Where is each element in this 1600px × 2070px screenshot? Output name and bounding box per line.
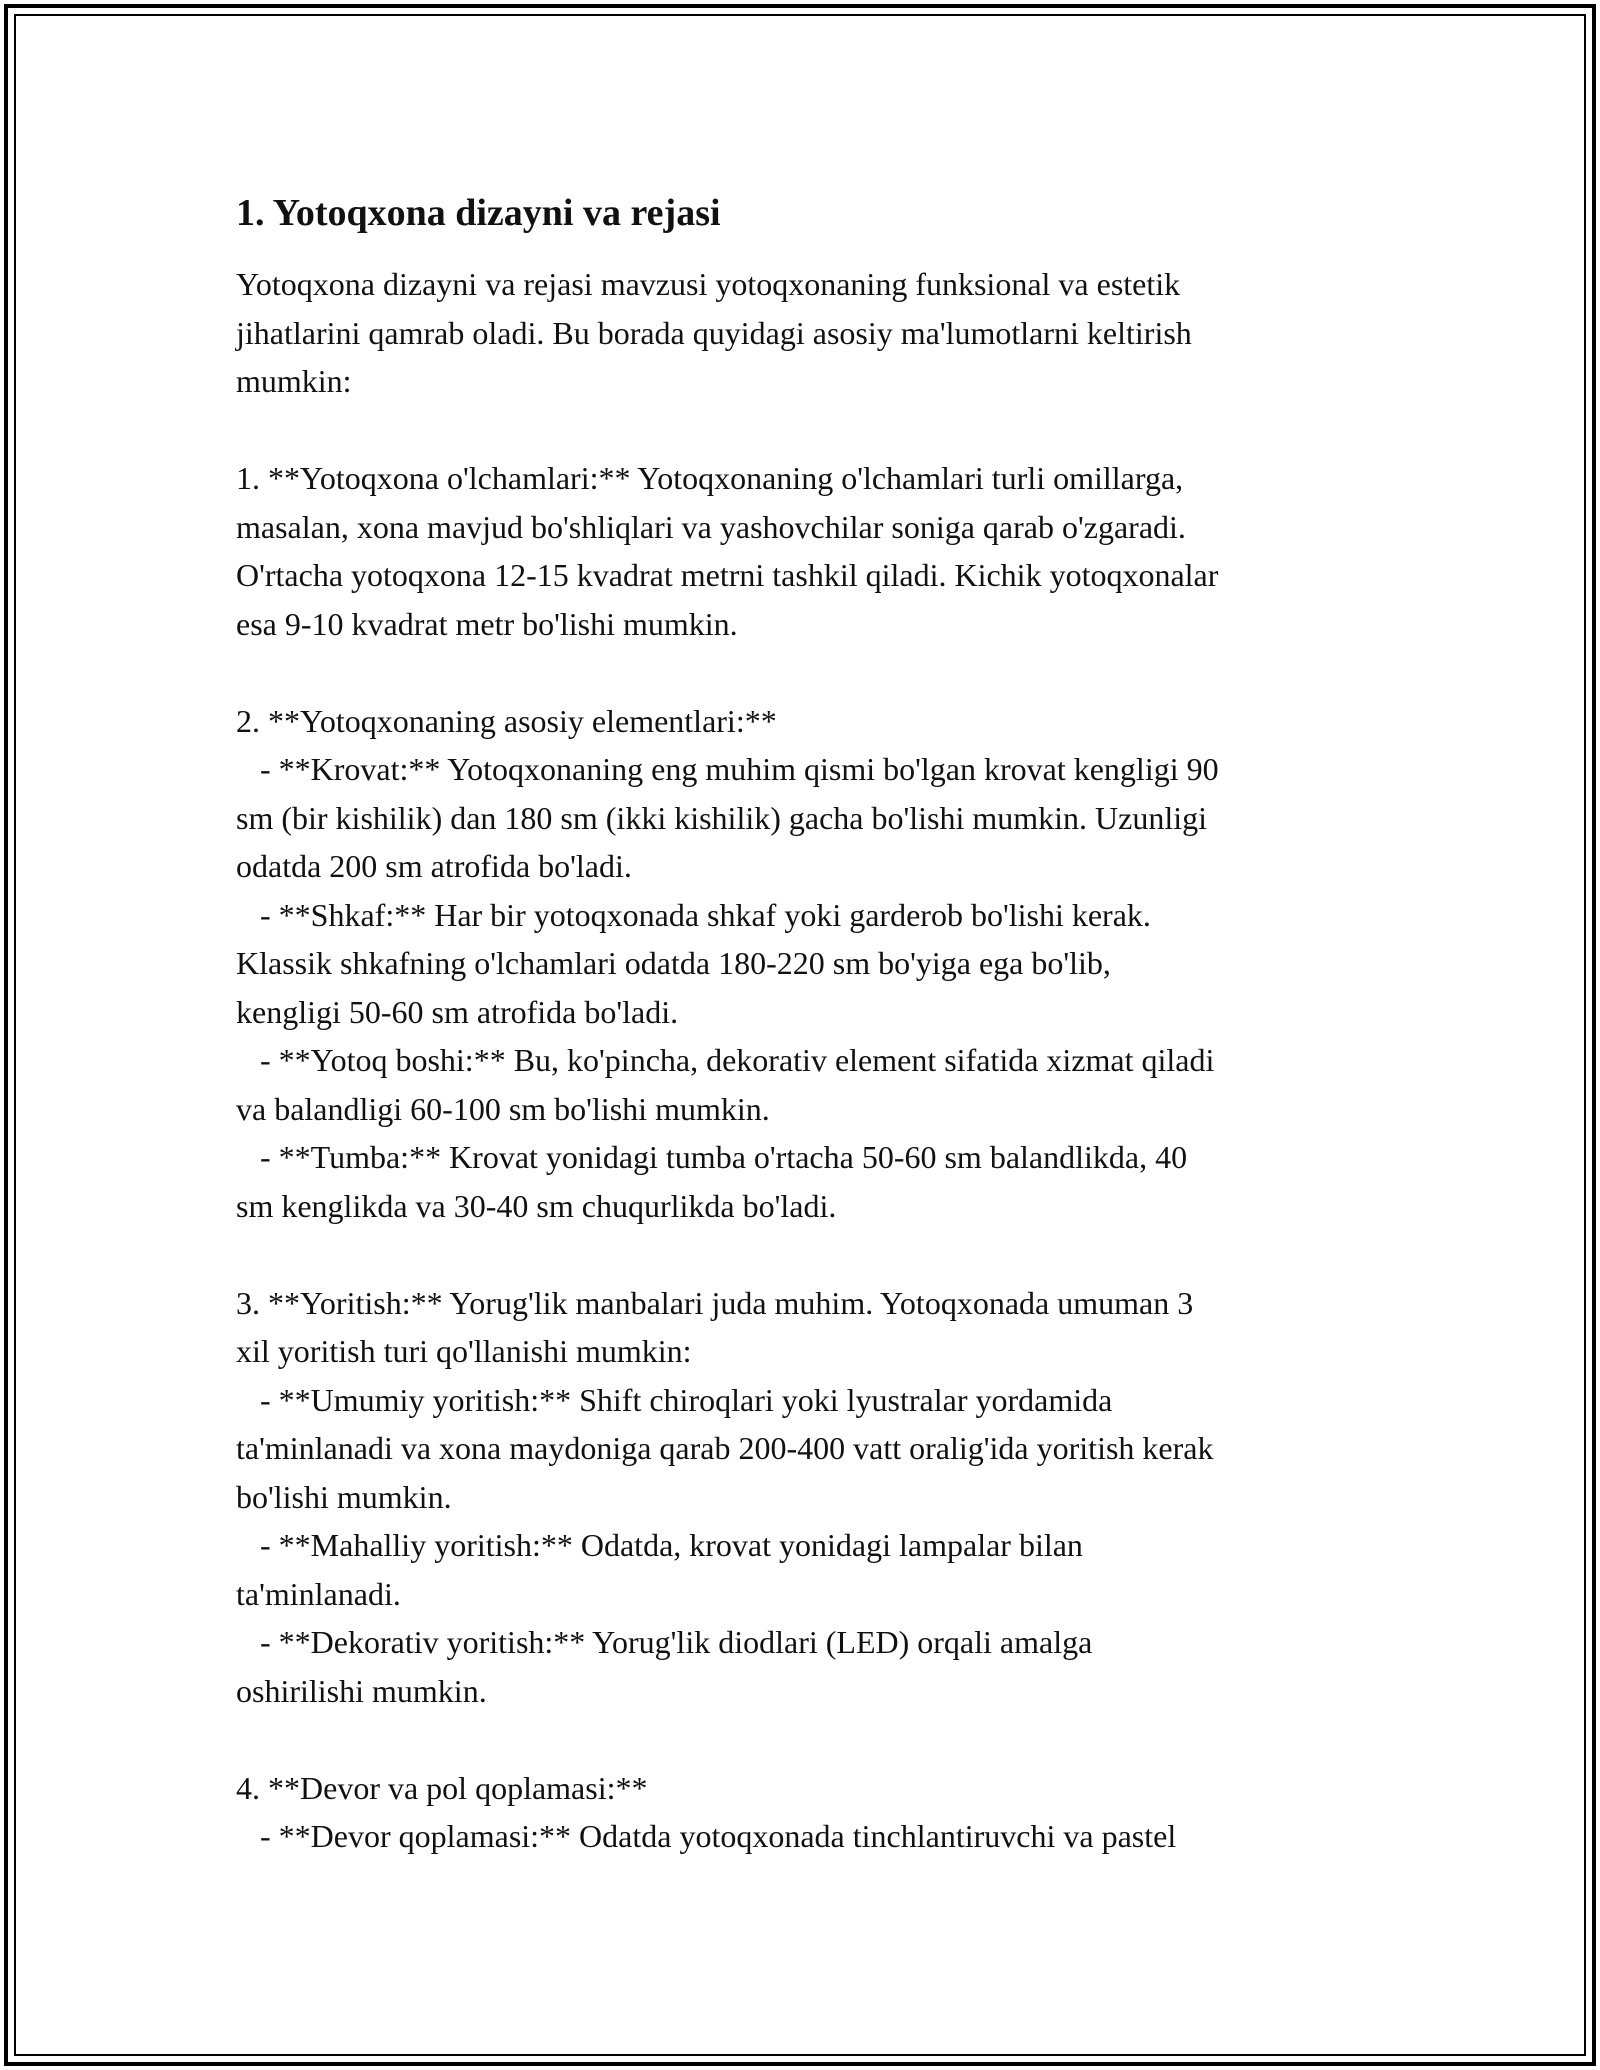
document-content <box>236 188 1386 1861</box>
document-title: 1. Yotoqxona dizayni va rejasi <box>236 192 721 234</box>
document-body: Yotoqxona dizayni va rejasi mavzusi yotoqxonaning funksional va estetik jihatlarini qamrab oladi. Bu borada quyidagi asosiy ma'lumotlarni keltirish mumkin: 1. **Yotoqxona o'lchamlari:** Yotoqxonaning o'lchamlari turli omillarga, masalan, xona mavjud bo'shliqlari va yashovchilar soniga qarab o'zgaradi. O'rtacha yotoqxona 12-15 kvadrat metrni tashkil qiladi. Kichik yotoqxonalar esa 9-10 kvadrat metr bo'lishi mumkin. 2. **Yotoqxonaning asosiy elementlari:** - **Krovat:** Yotoqxonaning eng muhim qismi bo'lgan krovat kengligi 90 sm (bir kishilik) dan 180 sm (ikki kishilik) gacha bo'lishi mumkin. Uzunligi odatda 200 sm atrofida bo'ladi. - **Shkaf:** Har bir yotoqxonada shkaf yoki garderob bo'lishi kerak. Klassik shkafning o'lchamlari odatda 180-220 sm bo'yiga ega bo'lib, kengligi 50-60 sm atrofida bo'ladi. - **Yotoq boshi:** Bu, ko'pincha, dekorativ element sifatida xizmat qiladi va balandligi 60-100 sm bo'lishi mumkin. - **Tumba:** Krovat yonidagi tumba o'rtacha 50-60 sm balandlikda, 40 sm kenglikda va 30-40 sm chuqurlikda bo'ladi. 3. **Yoritish:** Yorug'lik manbalari juda muhim. Yotoqxonada umuman 3 xil yoritish turi qo'llanishi mumkin: - **Umumiy yoritish:** Shift chiroqlari yoki lyustralar yordamida ta'minlanadi va xona maydoniga qarab 200-400 vatt oralig'ida yoritish kerak bo'lishi mumkin. - **Mahalliy yoritish:** Odatda, krovat yonidagi lampalar bilan ta'minlanadi. - **Dekorativ yoritish:** Yorug'lik diodlari (LED) orqali amalga oshirilishi mumkin. 4. **Devor va pol qoplamasi:** - **Devor qoplamasi:** Odatda yotoqxonada tinchlantiruvchi va pastel <box>236 266 1219 1854</box>
